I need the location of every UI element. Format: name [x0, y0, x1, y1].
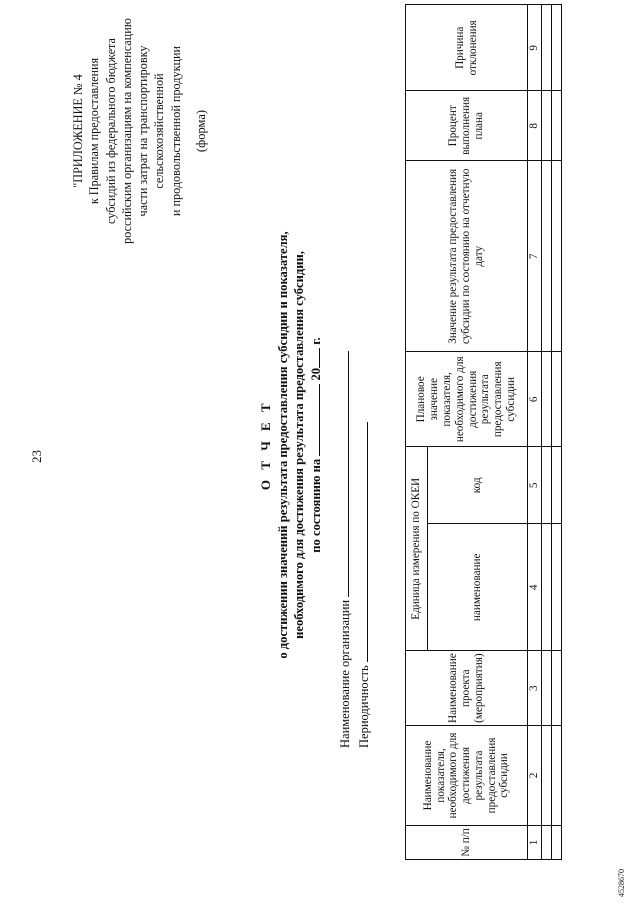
table-cell [542, 826, 552, 860]
column-number: 2 [528, 726, 542, 826]
table-cell [552, 524, 562, 651]
table-cell [542, 651, 552, 726]
as-of-suffix: г. [308, 337, 323, 345]
table-cell [542, 447, 552, 524]
column-number: 5 [528, 447, 542, 524]
header-plan-percent: Процент выполнения плана [406, 91, 528, 161]
document-stamp: 4528670 [617, 869, 626, 897]
table-cell [552, 91, 562, 161]
header-deviation-reason: Причина отклонения [406, 5, 528, 91]
table-cell [542, 524, 552, 651]
table-row [552, 5, 562, 860]
as-of-line [308, 155, 324, 735]
date-blank [308, 384, 320, 456]
table-cell [552, 352, 562, 447]
appendix-line: субсидий из федерального бюджета [103, 38, 118, 224]
page-number: 23 [29, 450, 44, 463]
header-project: Наименование проекта (мероприятия) [406, 651, 528, 726]
subtitle-line: о достижении значений результата предоставления субсидии и показателя, [276, 231, 290, 659]
appendix-line: и продовольственной продукции [168, 45, 183, 217]
table-cell [552, 161, 562, 352]
report-title: О Т Ч Е Т [258, 399, 273, 491]
header-okei-group: Единица измерения по ОКЕИ [406, 447, 428, 651]
column-number-row [528, 5, 542, 860]
column-number: 6 [528, 352, 542, 447]
periodicity-label: Периодичность [357, 665, 371, 748]
header-indicator: Наименование показателя, необходимого для достижения результата предоставления субсидии [406, 726, 528, 826]
appendix-line: "ПРИЛОЖЕНИЕ № 4 [71, 74, 85, 188]
report-subtitle [275, 155, 324, 735]
table-cell [542, 5, 552, 91]
header-result-value: Значение результата предоставления субсидии по состоянию на отчетную дату [406, 161, 528, 352]
as-of-prefix: по состоянию на [308, 458, 323, 553]
organization-blank [337, 351, 349, 597]
header-unit-name: наименование [428, 524, 528, 651]
column-number: 9 [528, 5, 542, 91]
year-blank [308, 348, 320, 368]
header-number: № п/п [406, 826, 528, 860]
appendix-line: к Правилам предоставления [87, 57, 102, 205]
subtitle-line: необходимого для достижения результата предоставления субсидии, [292, 251, 307, 639]
header-unit-code: код [428, 447, 528, 524]
table-cell [542, 91, 552, 161]
table-cell [542, 726, 552, 826]
organization-label: Наименование организации [338, 599, 352, 748]
appendix-line: российским организациям на компенсацию [119, 18, 134, 244]
column-number: 7 [528, 161, 542, 352]
organization-line [337, 351, 353, 748]
appendix-line: части затрат на транспортировку [136, 45, 151, 217]
table-cell [552, 5, 562, 91]
form-label: (форма) [194, 109, 208, 153]
column-number: 3 [528, 651, 542, 726]
column-number: 8 [528, 91, 542, 161]
table-cell [542, 352, 552, 447]
table-cell [552, 726, 562, 826]
periodicity-line [356, 422, 372, 748]
header-row [406, 5, 428, 860]
table-row [542, 5, 552, 860]
header-planned-value: Плановое значение показателя, необходимого для достижения результата предоставления субсидии [406, 352, 528, 447]
column-number: 4 [528, 524, 542, 651]
table-cell [542, 161, 552, 352]
table-cell [552, 447, 562, 524]
appendix-header [70, 1, 184, 261]
table-cell [552, 651, 562, 726]
appendix-line: сельскохозяйственной [152, 73, 167, 189]
report-table [405, 4, 562, 860]
periodicity-blank [356, 422, 368, 662]
column-number: 1 [528, 826, 542, 860]
table-cell [552, 826, 562, 860]
as-of-year: 20 [308, 367, 323, 381]
